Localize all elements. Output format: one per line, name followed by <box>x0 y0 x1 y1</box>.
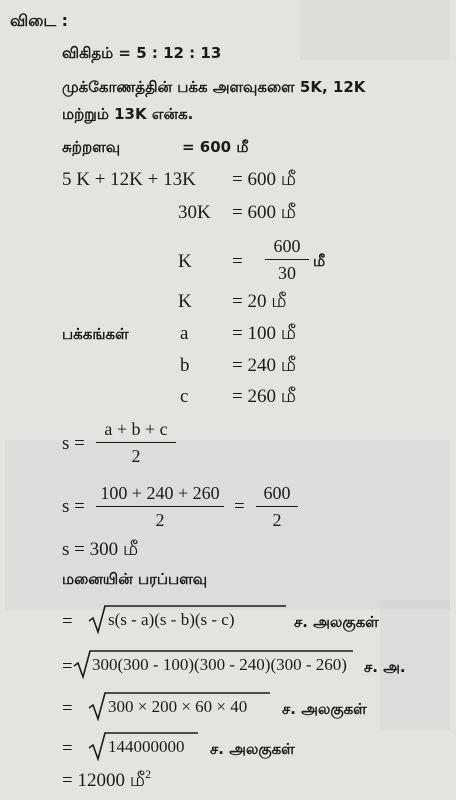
side-c-value: = 260 மீ <box>232 386 297 407</box>
s-calc-equals: = <box>234 496 245 517</box>
area-line-2-radicand: 300(300 - 100)(300 - 240)(300 - 260) <box>92 655 347 674</box>
side-a-name: a <box>180 323 189 344</box>
s-formula-denominator: 2 <box>131 446 141 466</box>
side-b-name: b <box>180 355 190 376</box>
equation-3-equals: = <box>232 251 243 272</box>
equation-3-lhs: K <box>178 251 192 272</box>
fraction-denominator: 30 <box>278 263 296 283</box>
area-heading: மனையின் பரப்பளவு <box>62 570 208 588</box>
side-a-value: = 100 மீ <box>232 323 297 344</box>
s-calc-fraction <box>96 483 224 531</box>
final-answer <box>62 767 152 791</box>
side-c-name: c <box>180 386 189 407</box>
area-line-3-radicand: 300 × 200 × 60 × 40 <box>108 697 248 716</box>
s-calc-lhs: s = <box>62 496 85 517</box>
area-line-4-equals: = <box>62 738 73 759</box>
area-line-3-radical <box>88 690 272 722</box>
perimeter-label: சுற்றளவு <box>62 138 121 156</box>
area-line-4-radicand: 144000000 <box>108 737 185 756</box>
s-formula-fraction <box>96 419 176 467</box>
answer-header: விடை : <box>10 11 69 30</box>
area-line-1-equals: = <box>62 611 73 632</box>
area-line-2-unit: ச. அ. <box>364 658 406 676</box>
area-line-2-radical <box>73 648 355 680</box>
area-line-1-unit: ச. அலகுகள் <box>294 613 379 631</box>
equation-4-rhs: = 20 மீ <box>232 291 287 312</box>
intro-line-2: மற்றும் 13K என்க. <box>62 105 194 123</box>
area-line-3-unit: ச. அலகுகள் <box>282 700 367 718</box>
final-answer-exponent: 2 <box>145 767 152 781</box>
sides-label: பக்கங்கள் <box>62 325 129 343</box>
s-calc-fraction-2 <box>256 483 298 531</box>
fraction-numerator: 600 <box>273 236 301 256</box>
s-formula-lhs: s = <box>62 433 85 454</box>
area-line-4-radical <box>88 730 200 762</box>
equation-1-rhs: = 600 மீ <box>232 169 297 190</box>
bleed-through-mark <box>300 0 450 60</box>
final-answer-value: = 12000 மீ <box>62 770 146 791</box>
area-line-2-equals: = <box>62 656 73 677</box>
area-line-1-radical <box>88 603 288 635</box>
equation-4-lhs: K <box>178 291 192 312</box>
equation-2-lhs: 30K <box>178 202 211 223</box>
s-result: s = 300 மீ <box>62 539 139 560</box>
equation-2-rhs: = 600 மீ <box>232 202 297 223</box>
fraction-600-over-30 <box>265 236 309 284</box>
equation-1-lhs: 5 K + 12K + 13K <box>62 169 196 190</box>
intro-line-1: முக்கோணத்தின் பக்க அளவுகளை 5K, 12K <box>62 78 366 96</box>
s-calc-numerator-2: 600 <box>263 483 291 503</box>
s-calc-numerator: 100 + 240 + 260 <box>100 483 220 503</box>
equation-3-unit: மீ <box>313 252 326 270</box>
side-b-value: = 240 மீ <box>232 355 297 376</box>
perimeter-value: = 600 மீ <box>182 138 249 156</box>
area-line-3-equals: = <box>62 698 73 719</box>
area-line-4-unit: ச. அலகுகள் <box>210 740 295 758</box>
s-formula-numerator: a + b + c <box>104 419 168 439</box>
s-calc-denominator-2: 2 <box>272 510 282 530</box>
s-calc-denominator: 2 <box>155 510 165 530</box>
ratio-line: விகிதம் = 5 : 12 : 13 <box>62 44 222 62</box>
area-line-1-radicand: s(s - a)(s - b)(s - c) <box>108 610 235 629</box>
